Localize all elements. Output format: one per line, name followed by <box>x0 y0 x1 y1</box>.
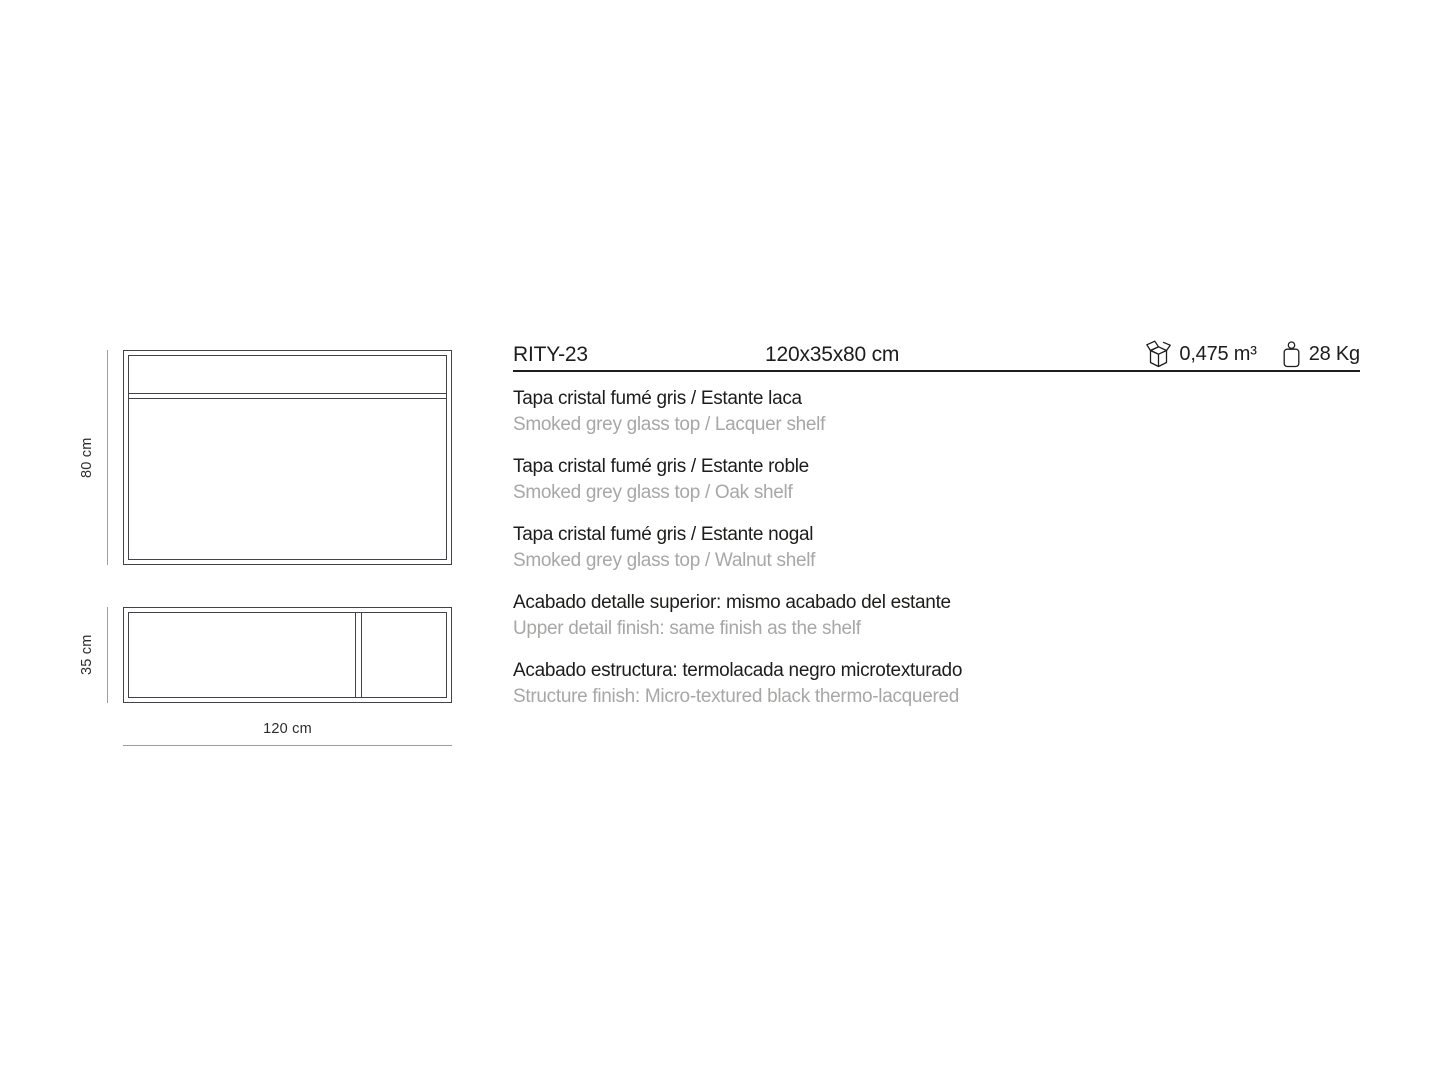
spec-text-en: Smoked grey glass top / Oak shelf <box>513 482 793 503</box>
spec-text-es: Tapa cristal fumé gris / Estante laca <box>513 388 802 409</box>
product-header <box>513 338 1360 372</box>
height-dimension-label: 80 cm <box>79 437 95 478</box>
spec-text-es: Tapa cristal fumé gris / Estante nogal <box>513 524 814 545</box>
spec-text-en: Structure finish: Micro-textured black thermo-lacquered <box>513 686 960 707</box>
volume-metric <box>1145 339 1256 369</box>
top-view-svg <box>123 607 452 703</box>
spec-item <box>513 386 1360 438</box>
height-dimension-line <box>107 350 108 565</box>
spec-text-es: Tapa cristal fumé gris / Estante roble <box>513 456 809 477</box>
depth-dimension-label: 35 cm <box>79 634 95 676</box>
package-box-icon <box>1145 339 1172 369</box>
weight-icon <box>1281 340 1302 368</box>
spec-text-en: Upper detail finish: same finish as the shelf <box>513 618 861 639</box>
depth-dimension-line <box>107 607 108 703</box>
spec-text-es: Acabado detalle superior: mismo acabado del estante <box>513 592 951 613</box>
weight-metric <box>1281 340 1360 368</box>
product-name: RITY-23 <box>513 343 588 366</box>
width-dimension-label: 120 cm <box>263 721 312 737</box>
top-view-drawing <box>123 607 452 708</box>
spec-text-en: Smoked grey glass top / Lacquer shelf <box>513 414 826 435</box>
product-info <box>513 338 1360 726</box>
spec-item <box>513 658 1360 710</box>
product-metrics <box>1145 338 1360 370</box>
product-size: 120x35x80 cm <box>765 343 900 366</box>
width-dimension-line <box>123 745 452 746</box>
weight-value: 28 Kg <box>1308 342 1360 365</box>
front-view-drawing <box>123 350 452 570</box>
spec-item <box>513 590 1360 642</box>
spec-list <box>513 386 1360 710</box>
spec-text-en: Smoked grey glass top / Walnut shelf <box>513 550 816 571</box>
spec-item <box>513 454 1360 506</box>
spec-item <box>513 522 1360 574</box>
spec-text-es: Acabado estructura: termolacada negro microtexturado <box>513 660 963 681</box>
volume-value: 0,475 m³ <box>1179 342 1257 365</box>
front-view-svg <box>123 350 452 565</box>
